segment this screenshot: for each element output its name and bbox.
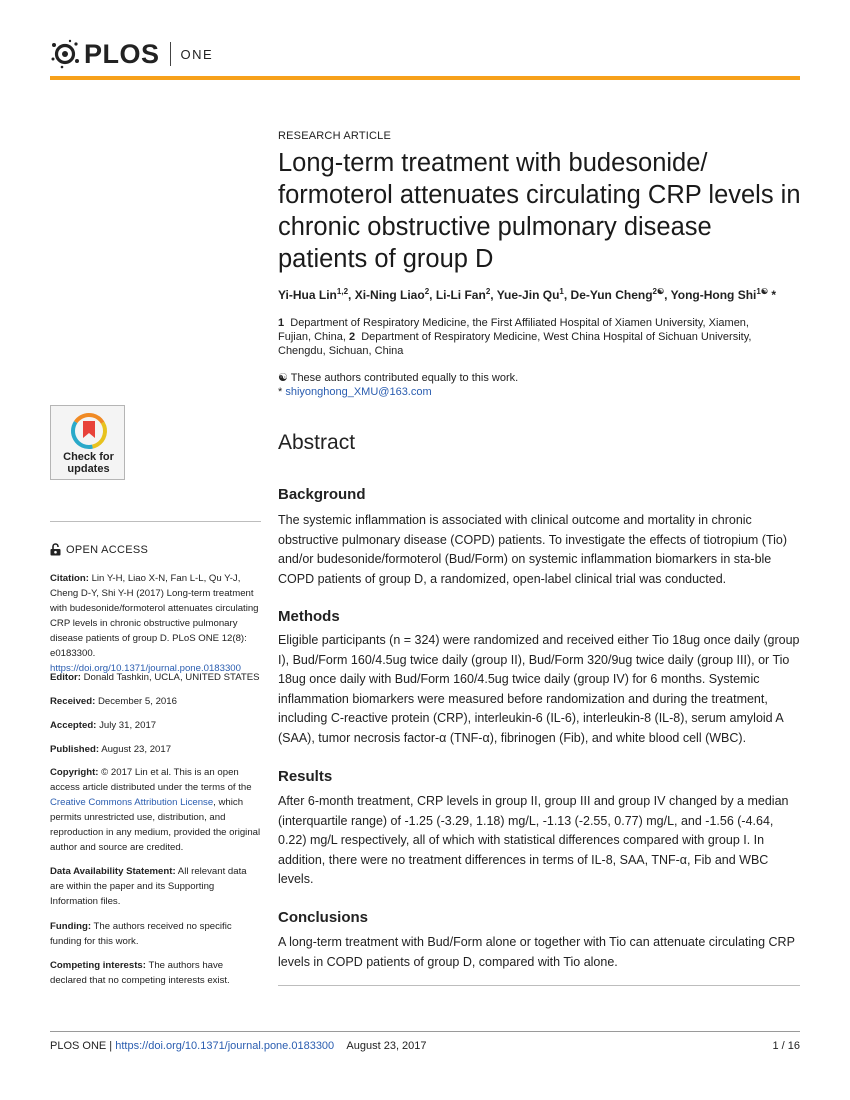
competing-interests-block: Competing interests: The authors have declared that no competing interests exist. [50,960,230,986]
badge-line-1: Check for [63,451,114,463]
results-heading: Results [278,768,333,785]
data-availability-text: All relevant data are within the paper and its Supporting Information files. [50,866,247,907]
check-for-updates-icon [69,411,109,451]
check-for-updates-badge[interactable] [50,405,125,480]
corresponding-author: * shiyonghong_XMU@163.com [278,386,432,398]
logo-divider [170,42,171,66]
plos-logo[interactable] [50,38,213,70]
open-access-label: OPEN ACCESS [50,543,148,556]
header-accent-rule [50,76,800,80]
article-title: Long-term treatment with budesonide/ formoterol attenuates circulating CRP levels in chronic obstructive pulmonary disease patients of group D [278,149,801,273]
footer-doi-link[interactable]: https://doi.org/10.1371/journal.pone.0183300 [115,1040,335,1052]
conclusions-heading: Conclusions [278,909,369,926]
author-5: De-Yun Cheng$^{2☯}$, [570,287,671,302]
accepted-block: Accepted: July 31, 2017 [50,720,157,731]
author-list [278,287,808,302]
author-6: Yong-Hong Shi$^{1☯}$ * [670,287,777,302]
footer-date: August 23, 2017 [346,1040,427,1052]
badge-line-2: updates [67,463,110,475]
background-text: The systemic inflammation is associated with clinical outcome and mortality in chronic obstructive pulmonary disease (COPD) patients. To investigate the effects of tiotropium (Tio) and/or budesonide/formoterol (Bud/Form) on systemic inflammation biomarkers in sta-ble COPD patients of group D, a randomized, open-label clinical trial was conducted. [278,513,788,586]
corresponding-email-link[interactable]: shiyonghong_XMU@163.com [285,386,432,398]
methods-heading: Methods [278,608,340,625]
footer-rule [50,1031,800,1032]
conclusions-text: A long-term treatment with Bud/Form alone or together with Tio can attenuate circulating CRP levels in COPD patients of group D, compared with Tio alone. [278,935,795,969]
footer-journal: PLOS ONE | [50,1040,113,1052]
author-3: Li-Li Fan$^2$, [435,287,497,302]
abstract-end-rule [278,985,800,986]
citation-text: Lin Y-H, Liao X-N, Fan L-L, Qu Y-J, Cheng D-Y, Shi Y-H (2017) Long-term treatment with budesonide/formoterol attenuates circulating CRP levels in chronic obstructive pulmonary disease patients of group D. PLoS ONE 12(8): e0183300. [50,573,259,659]
license-link[interactable]: Creative Commons Attribution License [50,797,214,808]
page-number: 1 / 16 [772,1040,800,1052]
open-lock-icon [50,543,61,556]
footer [50,1040,427,1052]
sidebar-divider [50,521,261,522]
affiliation-1: Department of Respiratory Medicine, the First Affiliated Hospital of Xiamen University, Xiamen, Fujian, China, [278,317,749,343]
data-availability-block: Data Availability Statement: All relevant data are within the paper and its Supporting Information files. [50,866,247,907]
affiliations: 1 Department of Respiratory Medicine, the First Affiliated Hospital of Xiamen University, Xiamen, Fujian, China, 2 Department of Respiratory Medicine, West China Hospital of Sichuan University, Chengdu, Sichuan, China [278,317,752,357]
accepted-date: July 31, 2017 [99,720,157,731]
published-date: August 23, 2017 [101,744,172,755]
author-2: Xi-Ning Liao$^2$, [354,287,436,302]
competing-interests-text: The authors have declared that no competing interests exist. [50,960,230,986]
plos-wordmark: PLOS [84,38,160,69]
author-notes [278,371,778,399]
citation-doi-link[interactable]: https://doi.org/10.1371/journal.pone.0183300 [50,663,241,674]
plos-logo-icon [50,39,80,69]
background-heading: Background [278,486,366,503]
funding-text: The authors received no specific funding for this work. [50,921,232,947]
author-1: Yi-Hua Lin$^{1,2}$, [278,287,355,302]
copyright-block: Copyright: © 2017 Lin et al. This is an open access article distributed under the terms of the Creative Commons Attribution License, which permits unrestricted use, distribution, and reproduction in any medium, provided the original author and source are credited. [50,767,261,853]
received-block: Received: December 5, 2016 [50,696,177,707]
citation-block: Citation: Lin Y-H, Liao X-N, Fan L-L, Qu Y-J, Cheng D-Y, Shi Y-H (2017) Long-term treatment with budesonide/formoterol attenuates circulating CRP levels in chronic obstructive pulmonary disease patients of group D. PLoS ONE 12(8): e0183300. https://doi.org/10.1371/journal.pone.0183300 [50,573,259,674]
editor-text: Donald Tashkin, UCLA, UNITED STATES [83,672,260,683]
methods-text: Eligible participants (n = 324) were randomized and received either Tio 18ug once daily (group I), Bud/Form 160/4.5ug twice daily (group II), Bud/Form 320/9ug twice daily (group III), or Tio 18ug once daily with Bud/Form 160/4.5ug twice daily (group IV) for 6 months. Systemic inflammation biomarkers were measured before randomization and during the treatment, including C-reactive protein (CRP), interleukin-6 (IL-6), interleukin-8 (IL-8), serum amyloid A (SAA), tumor necrosis factor-α (TNF-α), fibrinogen (Fib), and white blood cell (WBC). [278,633,800,745]
author-4: Yue-Jin Qu$^1$, [496,287,571,302]
journal-name: ONE [180,46,214,62]
editor-block: Editor: Donald Tashkin, UCLA, UNITED STATES [50,672,260,683]
received-date: December 5, 2016 [98,696,177,707]
abstract-heading: Abstract [278,431,356,454]
equal-contribution-note: ☯ These authors contributed equally to this work. [278,372,519,384]
published-block: Published: August 23, 2017 [50,744,172,755]
results-text: After 6-month treatment, CRP levels in group II, group III and group IV changed by a median (interquartile range) of -1.25 (-3.29, 1.18) mg/L, -1.13 (-2.55, 0.77) mg/L, and -1.56 (-4.64, 0.22) mg/L respectively, all of which with statistical differences compared with group I. In addition, there were no treatment differences in terms of IL-8, SAA, TNF-α, Fib and WBC levels. [278,794,789,887]
funding-block: Funding: The authors received no specific funding for this work. [50,921,232,947]
affiliation-2: Department of Respiratory Medicine, West China Hospital of Sichuan University, Chengdu, Sichuan, China [278,331,752,357]
article-type: RESEARCH ARTICLE [278,130,392,142]
